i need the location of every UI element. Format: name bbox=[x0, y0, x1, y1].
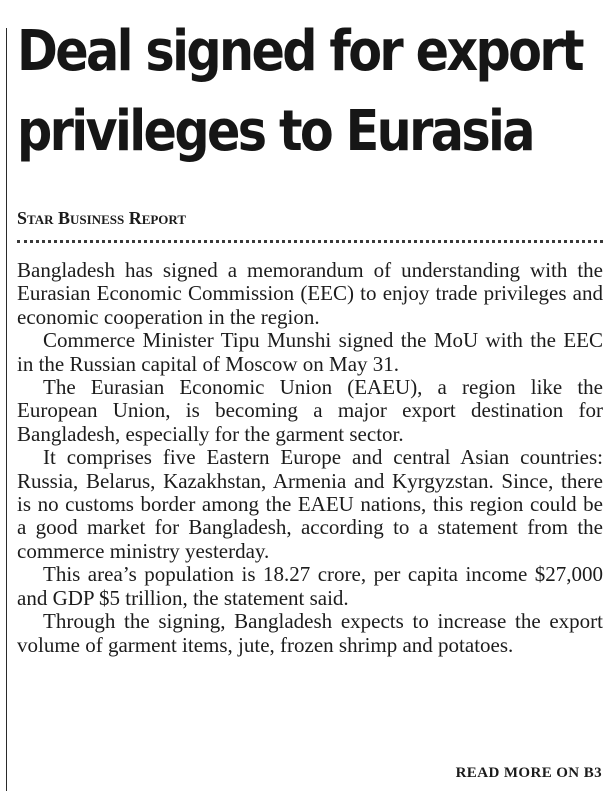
paragraph-6: Through the signing, Bangladesh expects to increase the export volume of garment items, jute, frozen shrimp and potatoes. bbox=[17, 609, 603, 657]
column-rule bbox=[6, 28, 7, 791]
article-body bbox=[17, 259, 603, 657]
paragraph-4: It comprises five Eastern Europe and central Asian countries: Russia, Belarus, Kazakhstan, Armenia and Kyrgyzstan. Since, there is no customs border among the EAEU nations, this region could be a good market for Bangladesh, according to a statement from the commerce ministry yesterday. bbox=[17, 445, 603, 563]
dotted-divider bbox=[17, 240, 603, 243]
paragraph-5: This area’s population is 18.27 crore, per capita income $27,000 and GDP $5 trillion, the statement said. bbox=[17, 562, 603, 610]
headline bbox=[17, 12, 582, 172]
paragraph-3: The Eurasian Economic Union (EAEU), a region like the European Union, is becoming a major export destination for Bangladesh, especially for the garment sector. bbox=[17, 375, 603, 446]
byline: Star Business Report bbox=[17, 208, 187, 228]
paragraph-2: Commerce Minister Tipu Munshi signed the MoU with the EEC in the Russian capital of Moscow on May 31. bbox=[17, 328, 603, 376]
headline-line-2: privileges to Eurasia bbox=[17, 99, 533, 164]
paragraph-1: Bangladesh has signed a memorandum of understanding with the Eurasian Economic Commission (EEC) to enjoy trade privileges and economic cooperation in the region. bbox=[17, 258, 603, 329]
read-more-jump: READ MORE ON B3 bbox=[455, 765, 602, 781]
headline-line-1: Deal signed for export bbox=[17, 19, 582, 84]
